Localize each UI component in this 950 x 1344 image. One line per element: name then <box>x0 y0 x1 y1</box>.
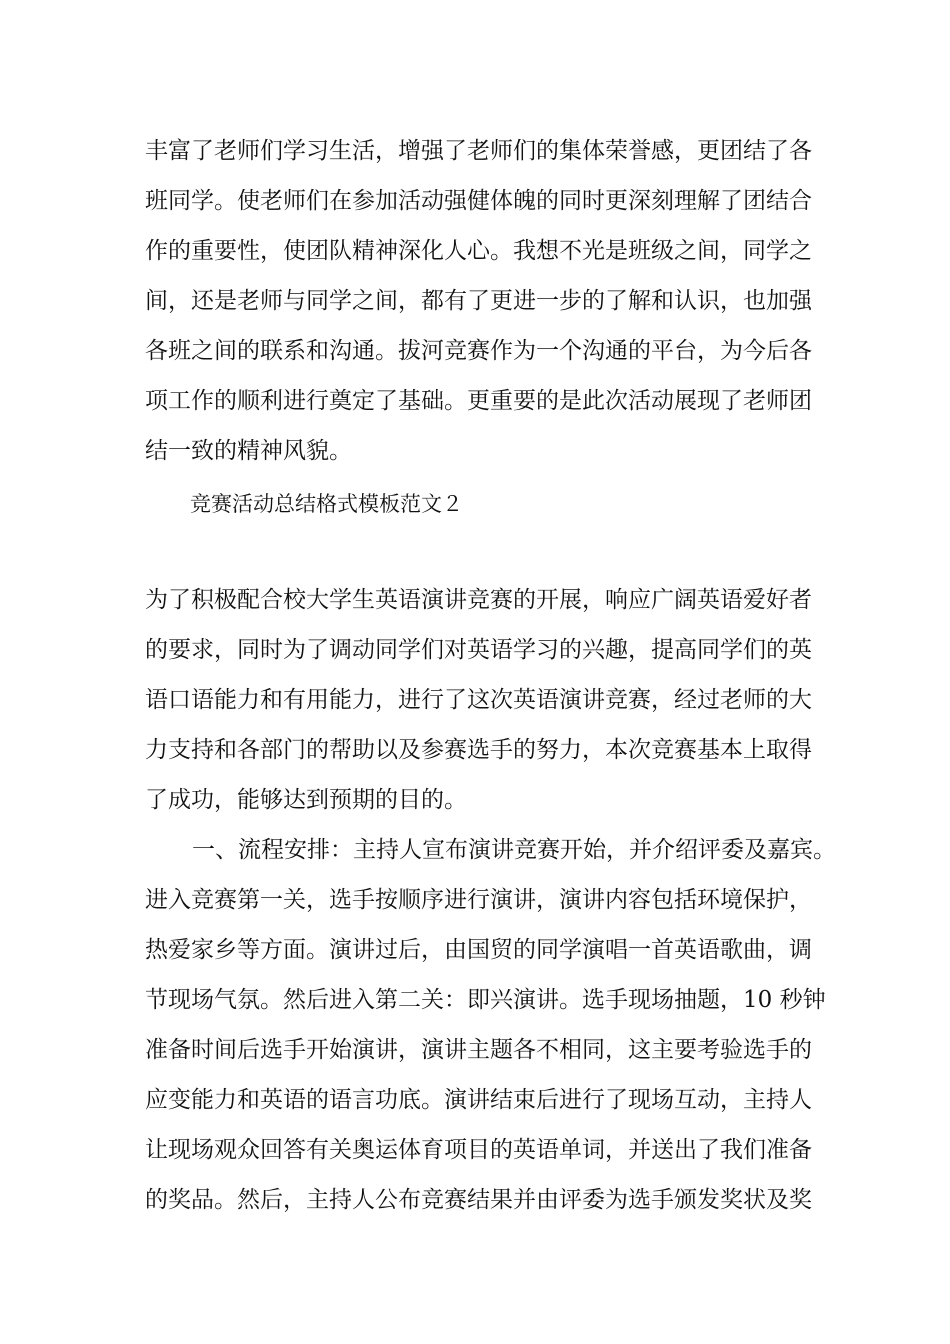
text-line: 热爱家乡等方面。演讲过后，由国贸的同学演唱一首英语歌曲，调 <box>145 937 812 963</box>
text-line: 的要求，同时为了调动同学们对英语学习的兴趣，提高同学们的英 <box>145 637 812 663</box>
text-line: 为了积极配合校大学生英语演讲竞赛的开展，响应广阔英语爱好者 <box>145 587 812 613</box>
text-line: 让现场观众回答有关奥运体育项目的英语单词，并送出了我们准备 <box>145 1137 812 1163</box>
text-line: 作的重要性，使团队精神深化人心。我想不光是班级之间，同学之 <box>145 238 812 264</box>
text-line: 丰富了老师们学习生活，增强了老师们的集体荣誉感，更团结了各 <box>145 138 812 164</box>
text-line: 间，还是老师与同学之间，都有了更进一步的了解和认识，也加强 <box>145 288 812 314</box>
text-line: 应变能力和英语的语言功底。演讲结束后进行了现场互动，主持人 <box>145 1087 812 1113</box>
text-line: 力支持和各部门的帮助以及参赛选手的努力，本次竞赛基本上取得 <box>145 737 812 763</box>
text-line: 班同学。使老师们在参加活动强健体魄的同时更深刻理解了团结合 <box>145 188 812 214</box>
text-line: 各班之间的联系和沟通。拔河竞赛作为一个沟通的平台，为今后各 <box>145 338 812 364</box>
text-line: 语口语能力和有用能力，进行了这次英语演讲竞赛，经过老师的大 <box>145 687 812 713</box>
text-line: 了成功，能够达到预期的目的。 <box>145 787 467 813</box>
text-line: 的奖品。然后，主持人公布竞赛结果并由评委为选手颁发奖状及奖 <box>145 1187 812 1213</box>
text-line: 进入竞赛第一关，选手按顺序进行演讲，演讲内容包括环境保护， <box>145 887 812 913</box>
text-line: 项工作的顺利进行奠定了基础。更重要的是此次活动展现了老师团 <box>145 388 812 414</box>
text-line: 节现场气氛。然后进入第二关：即兴演讲。选手现场抽题，10 秒钟 <box>145 987 826 1013</box>
text-line: 准备时间后选手开始演讲，演讲主题各不相同，这主要考验选手的 <box>145 1037 812 1063</box>
text-line: 结一致的精神风貌。 <box>145 438 352 464</box>
text-line: 一、流程安排：主持人宣布演讲竞赛开始，并介绍评委及嘉宾。 <box>192 837 836 863</box>
section-title: 竞赛活动总结格式模板范文２ <box>190 492 463 516</box>
